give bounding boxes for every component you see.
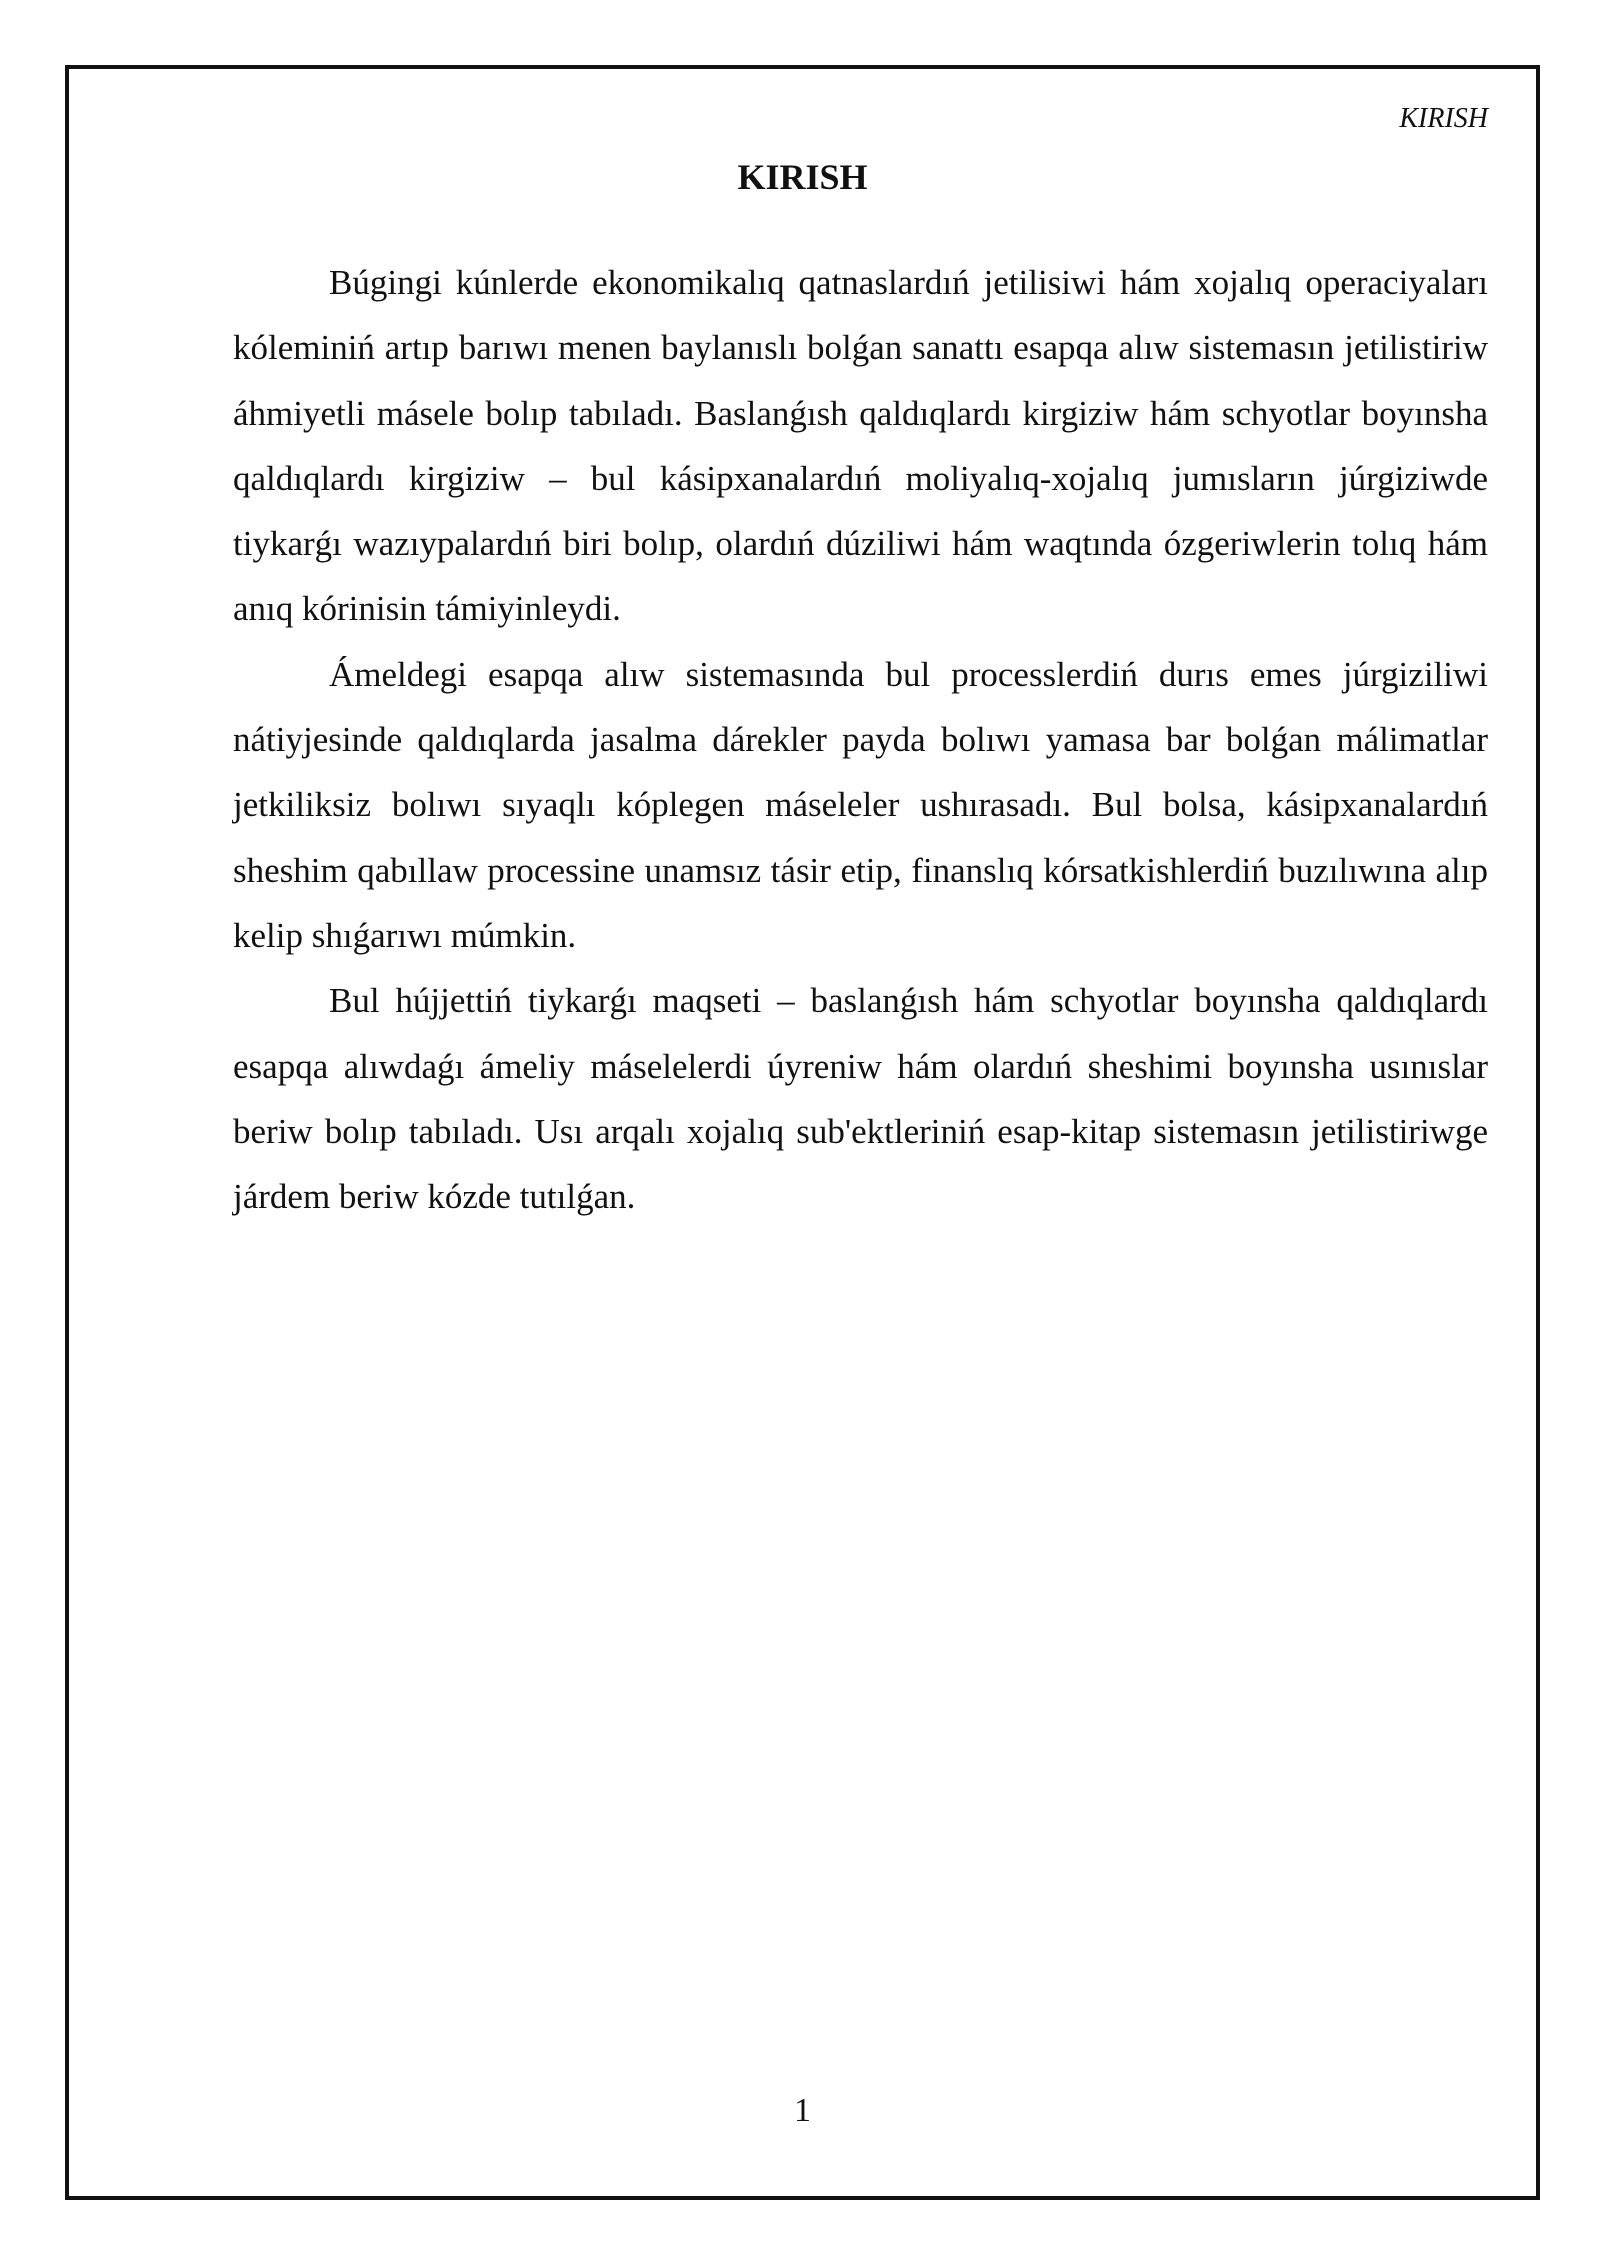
paragraph: Búgingi kúnlerde ekonomikalıq qatnaslardıń jetilisiwi hám xojalıq operaciyaları kóleminiń artıp barıwı menen baylanıslı bolǵan sanattı esapqa alıw sistemasın jetilistiriw áhmiyetli másele bolıp tabıladı. Baslanǵısh qaldıqlardı kirgiziw hám schyotlar boyınsha qaldıqlardı kirgiziw – bul kásipxanalardıń moliyalıq-xojalıq jumısların júrgiziwde tiykarǵı wazıypalardıń biri bolıp, olardıń dúziliwi hám waqtında ózgeriwlerin tolıq hám anıq kórinisin támiyinleydi. xyxy=(233,263,1488,629)
page-number: 1 xyxy=(794,2092,811,2129)
running-header: KIRISH xyxy=(1399,103,1488,134)
page-frame xyxy=(65,65,1540,2200)
paragraph: Bul hújjettiń tiykarǵı maqseti – baslanǵısh hám schyotlar boyınsha qaldıqlardı esapqa alıwdaǵı ámeliy máselelerdi úyreniw hám olardıń sheshimi boyınsha usınıslar beriw bolıp tabıladı. Usı arqalı xojalıq sub'ektleriniń esap-kitap sistemasın jetilistiriwge járdem beriw kózde tutılǵan. xyxy=(233,981,1488,1217)
body-text xyxy=(233,250,1488,1229)
page-title: KIRISH xyxy=(737,157,868,197)
paragraph: Ámeldegi esapqa alıw sistemasında bul processlerdiń durıs emes júrgiziliwi nátiyjesinde qaldıqlarda jasalma dárekler payda bolıwı yamasa bar bolǵan málimatlar jetkiliksiz bolıwı sıyaqlı kóplegen máseleler ushırasadı. Bul bolsa, kásipxanalardıń sheshim qabıllaw processine unamsız tásir etip, finanslıq kórsatkishlerdiń buzılıwına alıp kelip shıǵarıwı múmkin. xyxy=(233,654,1488,955)
